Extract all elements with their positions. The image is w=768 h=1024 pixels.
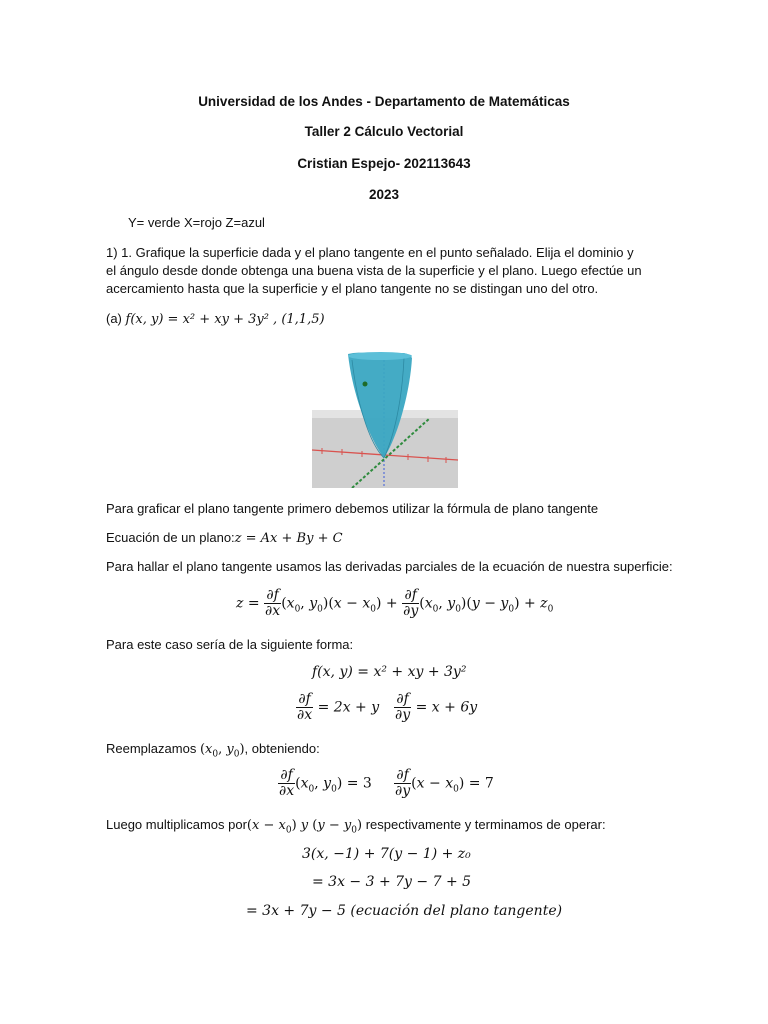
partial-x-value: = 3 xyxy=(346,775,372,792)
tangent-plane-result: = 3x + 7y − 5 xyxy=(246,903,346,919)
university-title: Universidad de los Andes - Departamento de Matemáticas xyxy=(198,94,570,109)
step-two: = 3x − 3 + 7y − 7 + 5 xyxy=(312,874,472,890)
partial-derivative-y: $\frac{\partial f}{\partial y}$ = x + 6y xyxy=(395,691,478,723)
function-definition: f(x, y) = x² + xy + 3y² , (1,1,5) xyxy=(125,312,325,327)
paragraph-this-case: Para este caso sería de la siguiente forma: xyxy=(106,637,354,652)
tangent-plane-note: (ecuación del plano tangente) xyxy=(350,903,563,919)
step-one: 3(x, −1) + 7(y − 1) + z₀ xyxy=(302,846,471,862)
problem-statement: 1) 1. Grafique la superficie dada y el plano tangente en el punto señalado. Elija el dominio y el ángulo desde donde obtenga una buena vista de la superficie y el plano. Luego efectúe un acercamiento hasta que la superficie y el plano tangente no se distingan uno del otro. xyxy=(106,245,642,296)
plane-equation-label: Ecuación de un plano: xyxy=(106,530,235,545)
axes-legend: Y= verde X=rojo Z=azul xyxy=(128,215,265,230)
part-label: (a) xyxy=(106,311,122,326)
function-equation: f(x, y) = x² + xy + 3y² xyxy=(312,664,467,680)
partial-x-result: = 2x + y xyxy=(317,699,380,716)
substitution-label: Reemplazamos xyxy=(106,741,197,756)
partial-x-evaluated: $\frac{\partial f}{\partial x}$ ($x_0$, $y_0) = 3$ xyxy=(279,767,372,799)
step-three xyxy=(246,903,562,919)
plane-equation: z = Ax + By + C xyxy=(234,531,343,546)
paragraph-partial-derivatives: Para hallar el plano tangente usamos las derivadas parciales de la ecuación de nuestra superficie: xyxy=(106,559,673,574)
partial-y-result: = x + 6y xyxy=(415,699,478,716)
paragraph-multiply: Luego multiplicamos $por(x - x_0)$ y $(y - y_0)$ respectivamente y terminamos de operar: xyxy=(106,817,606,836)
partial-y-value: = 7 xyxy=(468,775,494,792)
tangent-plane-formula: z = $\frac{\partial f}{\partial x}$ ($x_0$, $y_0)(x - x_0)$ + $\frac{\partial f}{\partial y}$ ($x_0$, $y_0)(y - y_0) + z_0$ xyxy=(236,587,554,619)
course-title: Taller 2 Cálculo Vectorial xyxy=(304,124,464,139)
surface-rim xyxy=(348,352,412,360)
tangent-point xyxy=(363,382,368,387)
paraboloid-tangent-plane-graph xyxy=(312,352,458,488)
partial-derivative-x: $\frac{\partial f}{\partial x}$ = 2x + y xyxy=(297,691,380,723)
year-line: 2023 xyxy=(368,187,400,202)
problem-part-a xyxy=(106,310,325,329)
paragraph-substitution: Reemplazamos ($x_0$, $y_0$), obteniendo: xyxy=(106,741,320,760)
partial-y-evaluated: $\frac{\partial f}{\partial y}$ $(x - x_0) = 7$ xyxy=(395,767,494,799)
paragraph-tangent-formula: Para graficar el plano tangente primero debemos utilizar la fórmula de plano tangente xyxy=(106,501,599,516)
substitution-suffix: , obteniendo: xyxy=(244,741,320,756)
multiply-suffix: respectivamente y terminamos de operar: xyxy=(365,817,606,832)
author-line: Cristian Espejo- 202113643 xyxy=(297,156,471,171)
multiply-label: Luego multiplicamos por xyxy=(106,817,247,832)
paragraph-plane-equation xyxy=(106,529,343,548)
